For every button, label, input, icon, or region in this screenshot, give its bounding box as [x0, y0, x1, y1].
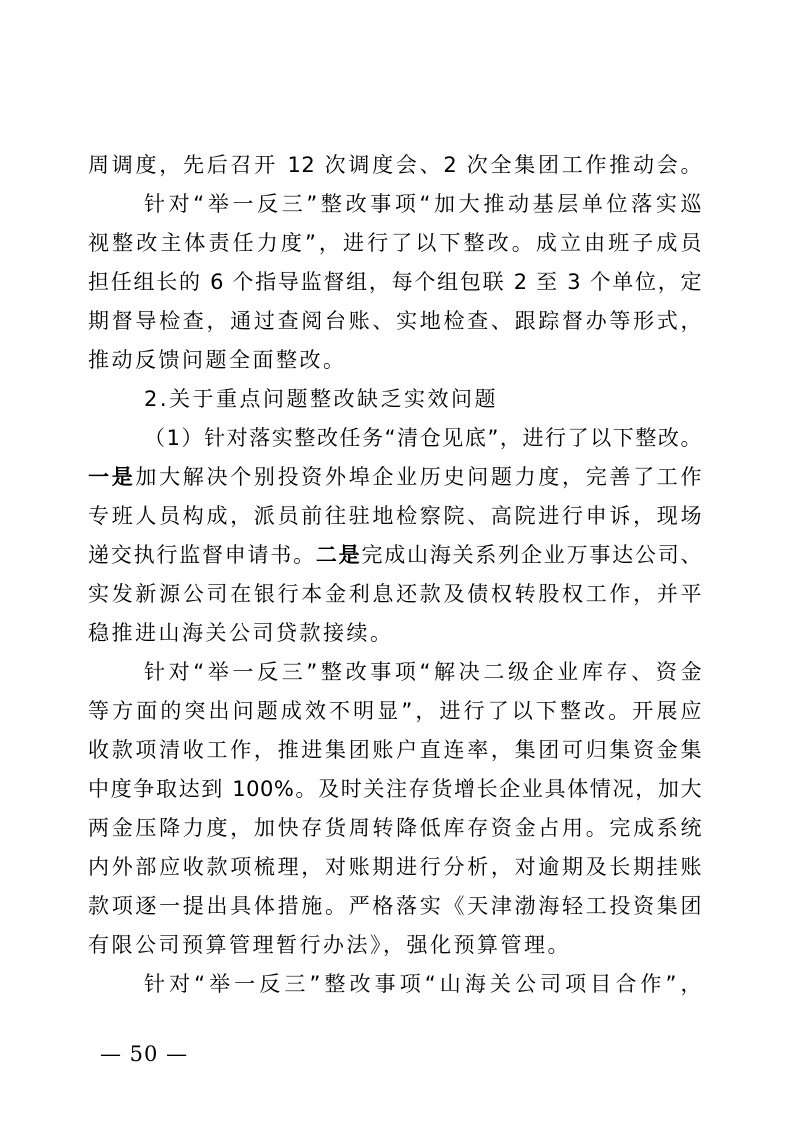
- text-line: [88, 536, 702, 575]
- text-run: 视整改主体责任力度”，进行了以下整改。成立由班子成员: [88, 231, 702, 255]
- text-run: 有限公司预算管理暂行办法》，强化预算管理。: [88, 933, 571, 957]
- text-run: 专班人员构成，派员前往驻地检察院、高院进行申诉，现场: [88, 504, 702, 528]
- text-run: 递交执行监督申请书。: [88, 543, 316, 567]
- text-run: 针对“举一反三”整改事项“解决二级企业库存、资金: [144, 660, 702, 684]
- text-line: [88, 887, 702, 926]
- text-run: 针对“举一反三”整改事项“山海关公司项目合作”，: [144, 972, 702, 996]
- text-line: [88, 848, 702, 887]
- text-run: 内外部应收款项梳理，对账期进行分析，对逾期及长期挂账: [88, 855, 702, 879]
- text-run: 周调度，先后召开 12 次调度会、2 次全集团工作推动会。: [88, 153, 702, 177]
- text-line: [88, 458, 702, 497]
- text-line: [88, 341, 702, 380]
- text-line: [88, 731, 702, 770]
- text-run: 两金压降力度，加快存货周转降低库存资金占用。完成系统: [88, 816, 702, 840]
- text-line: [88, 926, 702, 965]
- text-line: [88, 692, 702, 731]
- text-line: [88, 380, 702, 419]
- text-run: 2.关于重点问题整改缺乏实效问题: [144, 387, 499, 411]
- text-run: 收款项清收工作，推进集团账户直连率，集团可归集资金集: [88, 738, 702, 762]
- text-run: 期督导检查，通过查阅台账、实地检查、跟踪督办等形式，: [88, 309, 702, 333]
- text-line: [88, 965, 702, 1004]
- text-line: [88, 770, 702, 809]
- text-line: [88, 146, 702, 185]
- text-line: [88, 575, 702, 614]
- bold-run: 一是: [88, 465, 136, 489]
- text-run: 加大解决个别投资外埠企业历史问题力度，完善了工作: [135, 465, 703, 489]
- text-line: [88, 419, 702, 458]
- text-run: 等方面的突出问题成效不明显”，进行了以下整改。开展应: [88, 699, 702, 723]
- page-footer: [100, 1042, 188, 1066]
- text-line: [88, 614, 702, 653]
- text-line: [88, 263, 702, 302]
- text-line: [88, 224, 702, 263]
- text-run: 中度争取达到 100%。及时关注存货增长企业具体情况，加大: [88, 777, 702, 801]
- page-number: — 50 —: [100, 1042, 189, 1066]
- text-run: 款项逐一提出具体措施。严格落实《天津渤海轻工投资集团: [88, 894, 702, 918]
- text-run: 担任组长的 6 个指导监督组，每个组包联 2 至 3 个单位，定: [88, 270, 702, 294]
- text-line: [88, 185, 702, 224]
- bold-run: 二是: [315, 543, 362, 567]
- text-run: 稳推进山海关公司贷款接续。: [88, 621, 394, 645]
- text-line: [88, 302, 702, 341]
- text-run: 实发新源公司在银行本金利息还款及债权转股权工作，并平: [88, 582, 702, 606]
- text-line: [88, 653, 702, 692]
- text-line: [88, 497, 702, 536]
- body-text: [88, 146, 702, 1004]
- text-line: [88, 809, 702, 848]
- text-run: （1）针对落实整改任务“清仓见底”，进行了以下整改。: [144, 426, 702, 450]
- text-run: 针对“举一反三”整改事项“加大推动基层单位落实巡: [144, 192, 702, 216]
- text-run: 完成山海关系列企业万事达公司、: [361, 543, 703, 567]
- text-run: 推动反馈问题全面整改。: [88, 348, 347, 372]
